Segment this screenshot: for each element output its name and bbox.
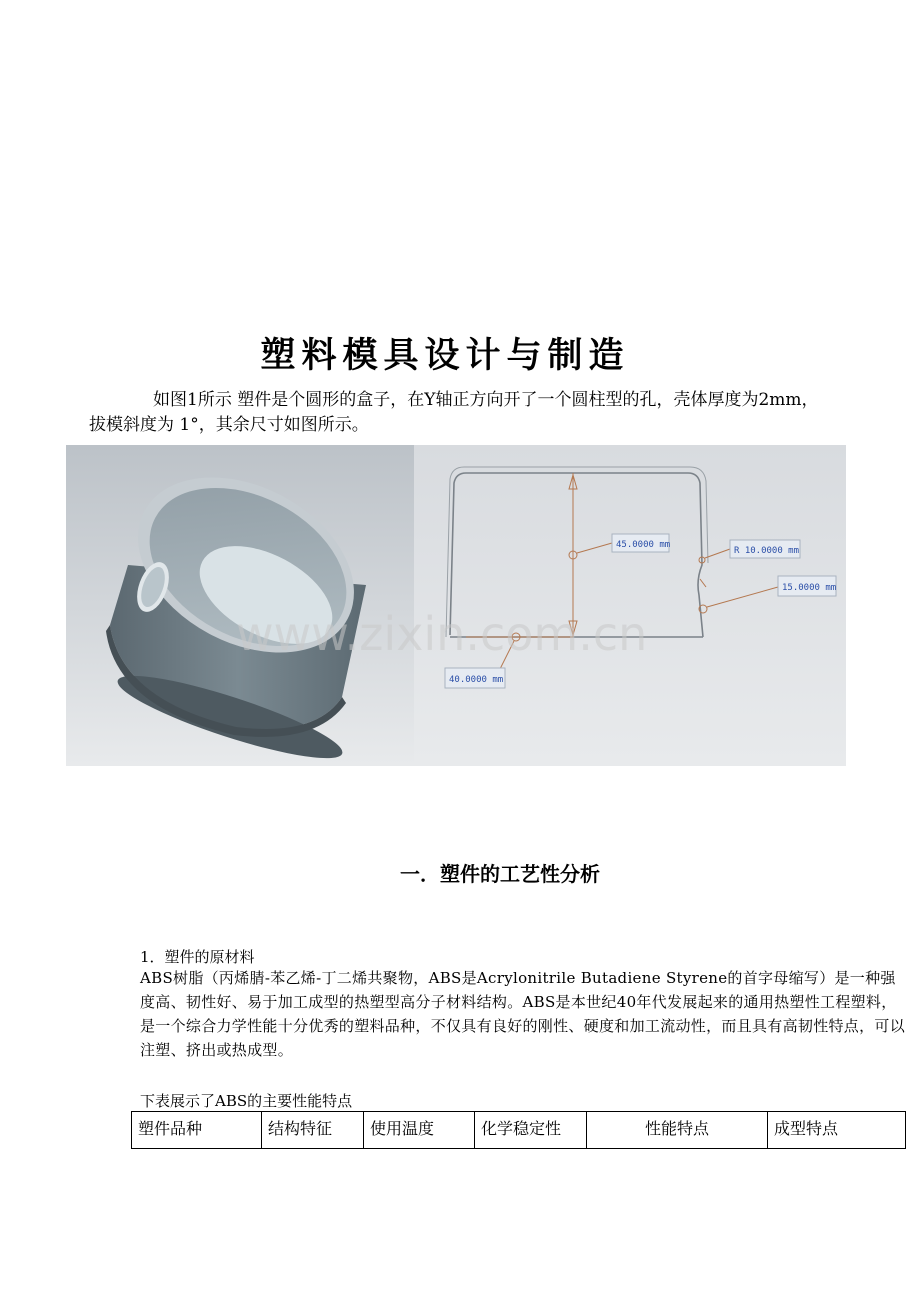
intro-line-2: 拔模斜度为 1°，其余尺寸如图所示。 — [89, 415, 369, 435]
table-header-cell: 化学稳定性 — [475, 1112, 587, 1149]
table-header-cell: 结构特征 — [262, 1112, 364, 1149]
table-header-cell: 性能特点 — [587, 1112, 768, 1149]
intro-text — [89, 388, 869, 438]
intro-line-1: 如图1所示 塑件是个圆形的盒子，在Y轴正方向开了一个圆柱型的孔，壳体厚度为2mm， — [153, 390, 819, 410]
table-header-cell: 成型特点 — [768, 1112, 906, 1149]
dim-label-hole-offset: 15.0000 mm — [782, 583, 837, 593]
sketch-view — [414, 445, 846, 766]
table-caption: 下表展示了ABS的主要性能特点 — [140, 1092, 353, 1110]
part-figure-svg — [66, 445, 846, 766]
3d-view — [66, 445, 414, 766]
subsection-heading: 1．塑件的原材料 — [140, 948, 255, 966]
table-header-row — [132, 1112, 906, 1149]
table-header-cell: 塑件品种 — [132, 1112, 262, 1149]
part-figure — [66, 445, 846, 766]
watermark: www.zixin.com.cn — [236, 607, 648, 661]
table-header-cell: 使用温度 — [364, 1112, 475, 1149]
section-heading: 一．塑件的工艺性分析 — [400, 862, 600, 886]
properties-table — [131, 1111, 906, 1149]
dim-label-radius: R 10.0000 mm — [734, 546, 800, 556]
dim-label-height: 45.0000 mm — [616, 540, 671, 550]
page-title: 塑料模具设计与制造 — [260, 335, 630, 376]
material-paragraph: ABS树脂（丙烯腈-苯乙烯-丁二烯共聚物，ABS是Acrylonitrile Butadiene Styrene的首字母缩写）是一种强度高、韧性好、易于加工成型的热塑型高分子材料结构。ABS是本世纪40年代发展起来的通用热塑性工程塑料，是一个综合力学性能十分优秀的塑料品种，不仅具有良好的刚性、硬度和加工流动性，而且具有高韧性特点，可以注塑、挤出或热成型。 — [140, 969, 906, 1059]
dim-label-diameter: 40.0000 mm — [449, 675, 504, 685]
